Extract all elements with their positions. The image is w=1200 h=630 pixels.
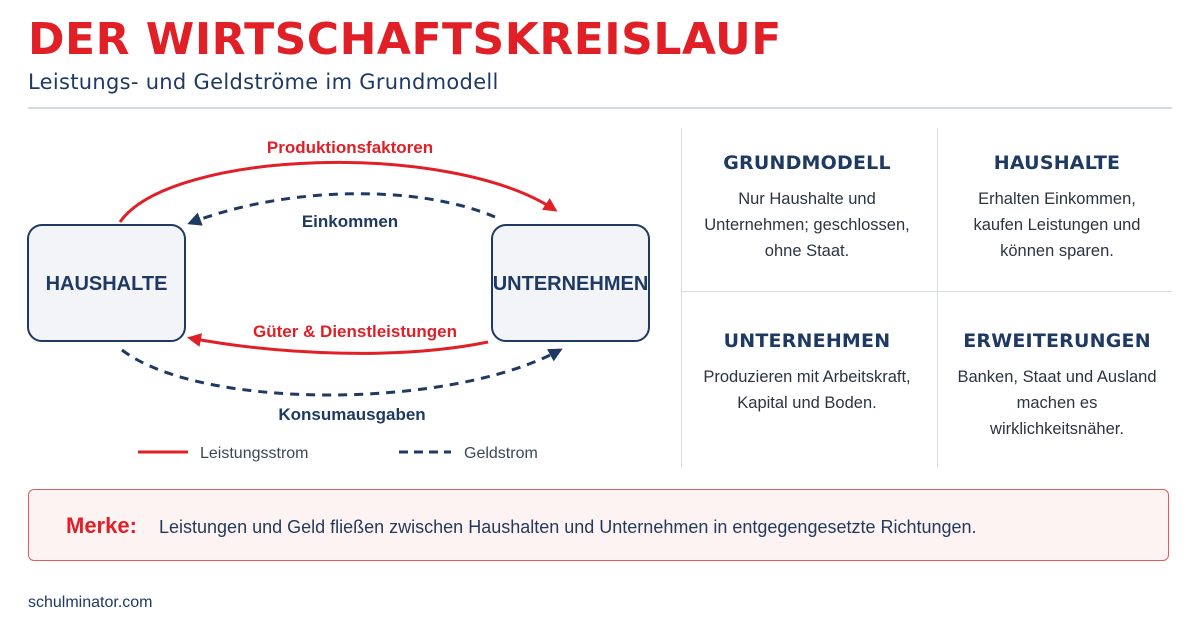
card-line: Nur Haushalte und — [738, 190, 876, 208]
card-haushalte — [931, 150, 1183, 264]
card-line: Banken, Staat und Ausland — [957, 368, 1157, 386]
card-heading: HAUSHALTE — [993, 152, 1121, 174]
card-line: kaufen Leistungen und — [973, 216, 1141, 234]
flow-produktionsfaktoren-label: Produktionsfaktoren — [266, 138, 434, 157]
card-heading: GRUNDMODELL — [723, 152, 891, 174]
footer-site-link[interactable]: schulminator.com — [28, 594, 153, 611]
economic-cycle-diagram — [0, 0, 680, 480]
card-erweiterungen — [931, 328, 1183, 442]
card-body — [931, 364, 1183, 442]
page-title: DER WIRTSCHAFTSKREISLAUF — [28, 14, 782, 65]
card-line: wirklichkeitsnäher. — [990, 420, 1124, 438]
haushalte-box-label: HAUSHALTE — [45, 273, 168, 295]
page-subtitle: Leistungs- und Geldströme im Grundmodell — [28, 70, 499, 94]
card-line: ohne Staat. — [764, 242, 850, 260]
merke-text: Leistungen und Geld fließen zwischen Haushalten und Unternehmen in entgegengesetzte Richtungen. — [159, 517, 977, 537]
legend-leistungsstrom-label: Leistungsstrom — [200, 445, 309, 462]
merke-note-box — [28, 489, 1169, 561]
flow-gueter-label: Güter & Dienstleistungen — [252, 322, 458, 341]
card-line: Unternehmen; geschlossen, — [704, 216, 910, 234]
card-unternehmen — [681, 328, 933, 416]
card-body — [931, 186, 1183, 264]
grid-divider-middle — [681, 291, 1172, 292]
card-line: machen es — [1016, 394, 1098, 412]
merke-label: Merke: — [66, 513, 137, 538]
card-heading: ERWEITERUNGEN — [963, 330, 1151, 352]
flow-konsumausgaben-arrow — [122, 350, 560, 395]
card-line: können sparen. — [1000, 242, 1114, 260]
card-body — [681, 364, 933, 416]
card-line: Produzieren mit Arbeitskraft, — [703, 368, 911, 386]
unternehmen-box-label: UNTERNEHMEN — [492, 273, 649, 295]
flow-einkommen-label: Einkommen — [301, 212, 399, 231]
card-grundmodell — [681, 150, 933, 264]
legend-geldstrom-label: Geldstrom — [464, 445, 538, 462]
card-line: Kapital und Boden. — [737, 394, 877, 412]
card-line: Erhalten Einkommen, — [978, 190, 1136, 208]
card-heading: UNTERNEHMEN — [723, 330, 891, 352]
flow-konsumausgaben-label: Konsumausgaben — [278, 405, 426, 424]
card-body — [681, 186, 933, 264]
